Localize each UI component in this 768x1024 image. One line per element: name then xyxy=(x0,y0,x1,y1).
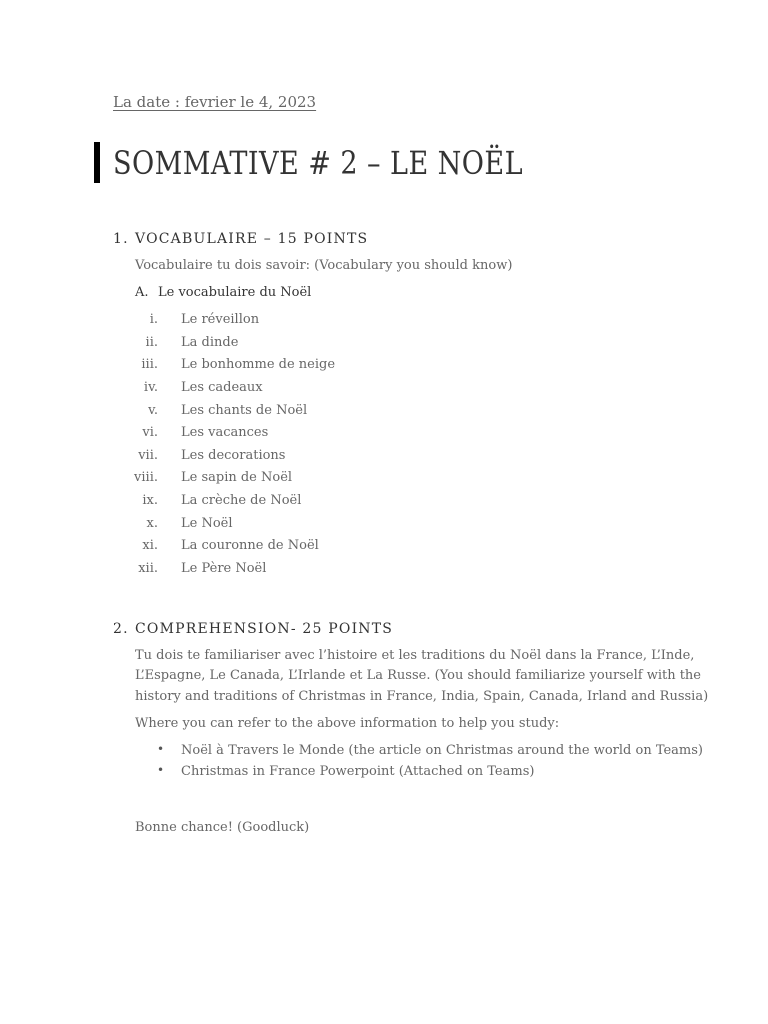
list-item-number: iii. xyxy=(141,357,158,373)
list-item-number: viii. xyxy=(134,470,158,486)
section-2-title: COMPREHENSION- 25 POINTS xyxy=(135,621,394,637)
refer-line: Where you can refer to the above information to help you study: xyxy=(135,716,560,731)
bullet-text: Christmas in France Powerpoint (Attached on Teams) xyxy=(181,764,535,779)
list-item-number: ii. xyxy=(145,334,158,350)
subsection-a-title: Le vocabulaire du Noël xyxy=(158,285,312,300)
bullet-icon: • xyxy=(157,763,165,777)
paragraph-line: history and traditions of Christmas in France, India, Spain, Canada, Irland and Russia) xyxy=(135,688,709,704)
section-1-intro: Vocabulaire tu dois savoir: (Vocabulary you should know) xyxy=(135,258,513,273)
list-item-text: Les vacances xyxy=(181,425,269,441)
section-2-paragraph xyxy=(135,646,708,707)
bullet-text: Noël à Travers le Monde (the article on Christmas around the world on Teams) xyxy=(181,743,704,758)
list-item-number: vi. xyxy=(142,425,158,441)
section-1-title: VOCABULAIRE – 15 POINTS xyxy=(135,231,369,247)
list-item-number: xi. xyxy=(142,538,158,554)
list-item-text: Les decorations xyxy=(181,447,286,463)
list-item-text: Le Père Noël xyxy=(181,561,267,577)
list-item-number: v. xyxy=(148,402,158,418)
section-2-number: 2. xyxy=(113,621,129,637)
list-item-number: i. xyxy=(149,312,158,327)
subsection-a-number: A. xyxy=(135,285,149,300)
list-item-text: La crèche de Noël xyxy=(181,493,302,509)
list-item-text: Les cadeaux xyxy=(181,379,263,395)
list-item-number: iv. xyxy=(143,379,158,395)
list-item-number: ix. xyxy=(142,493,158,509)
list-item-number: vii. xyxy=(138,447,158,463)
section-1-number: 1. xyxy=(113,231,129,247)
list-item-text: Le Noël xyxy=(181,515,233,531)
section-1-heading xyxy=(113,231,368,247)
subsection-a-heading xyxy=(135,285,311,300)
list-item-number: x. xyxy=(146,515,158,531)
list-item-text: La dinde xyxy=(181,334,239,350)
list-item-text: Les chants de Noël xyxy=(181,402,308,418)
list-item-text: Le réveillon xyxy=(181,312,260,327)
date-line: La date : fevrier le 4, 2023 xyxy=(113,93,317,111)
closing-line: Bonne chance! (Goodluck) xyxy=(135,820,310,835)
list-item-text: La couronne de Noël xyxy=(181,538,319,554)
list-item-text: Le sapin de Noël xyxy=(181,470,293,486)
title-accent-bar xyxy=(94,142,100,183)
list-item-number: xii. xyxy=(138,561,158,577)
document-title: SOMMATIVE # 2 – LE NOËL xyxy=(113,144,523,182)
section-2-heading xyxy=(113,621,393,637)
list-item-text: Le bonhomme de neige xyxy=(181,357,336,373)
bullet-icon: • xyxy=(157,742,165,756)
paragraph-line: Tu dois te familiariser avec l’histoire et les traditions du Noël dans la France, L’Inde, xyxy=(135,648,695,663)
paragraph-line: L’Espagne, Le Canada, L’Irlande et La Russe. (You should familiarize yourself with the xyxy=(135,668,702,684)
